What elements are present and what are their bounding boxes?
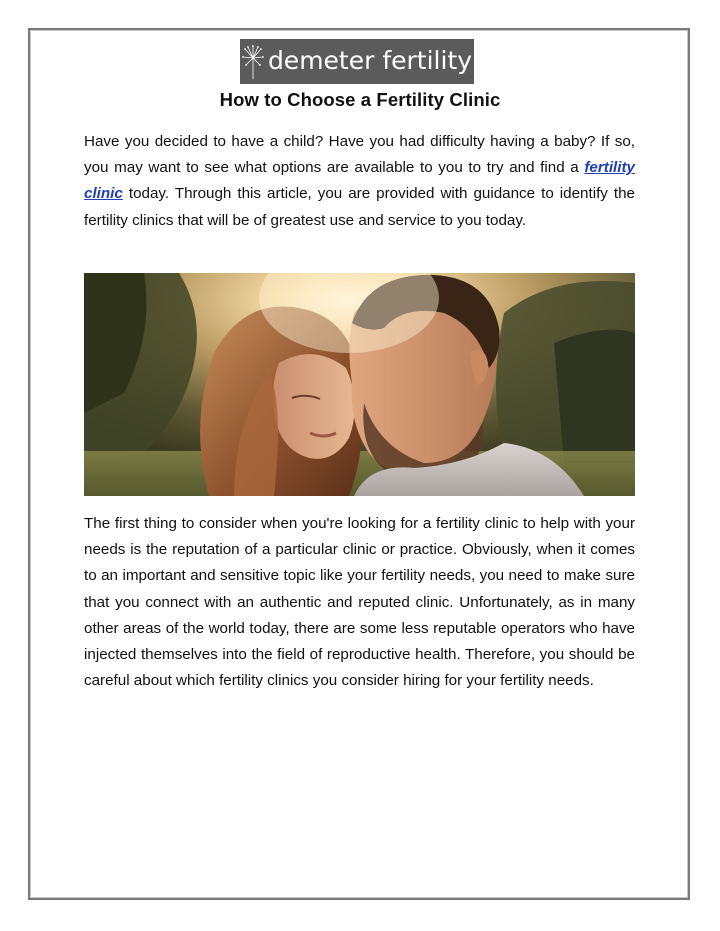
intro-paragraph <box>84 129 635 234</box>
logo-brand-bold: demeter <box>267 46 375 75</box>
logo-wordmark <box>268 48 472 73</box>
dandelion-icon <box>242 44 264 80</box>
intro-text-after-link: today. Through this article, you are provided with guidance to identify the fertility clinics that will be of greatest use and service to you today. <box>84 185 635 229</box>
couple-photo <box>84 273 635 496</box>
brand-logo[interactable] <box>240 39 474 84</box>
logo-brand-thin: fertility <box>382 46 473 75</box>
intro-text-before-link: Have you decided to have a child? Have you had difficulty having a baby? If so, you may want to see what options are available to you to try and find a <box>84 133 635 177</box>
body-paragraph: The first thing to consider when you're looking for a fertility clinic to help with your needs is the reputation of a particular clinic or practice. Obviously, when it comes to an important and sensitive topic like your fertility needs, you need to make sure that you connect with an authentic and reputed clinic. Unfortunately, as in many other areas of the world today, there are some less reputable operators who have injected themselves into the field of reproductive health. Therefore, you should be careful about which fertility clinics you consider hiring for your fertility needs. <box>84 515 635 690</box>
fertility-clinic-link[interactable]: fertility clinic <box>84 159 635 203</box>
article-title: How to Choose a Fertility Clinic <box>219 89 501 110</box>
